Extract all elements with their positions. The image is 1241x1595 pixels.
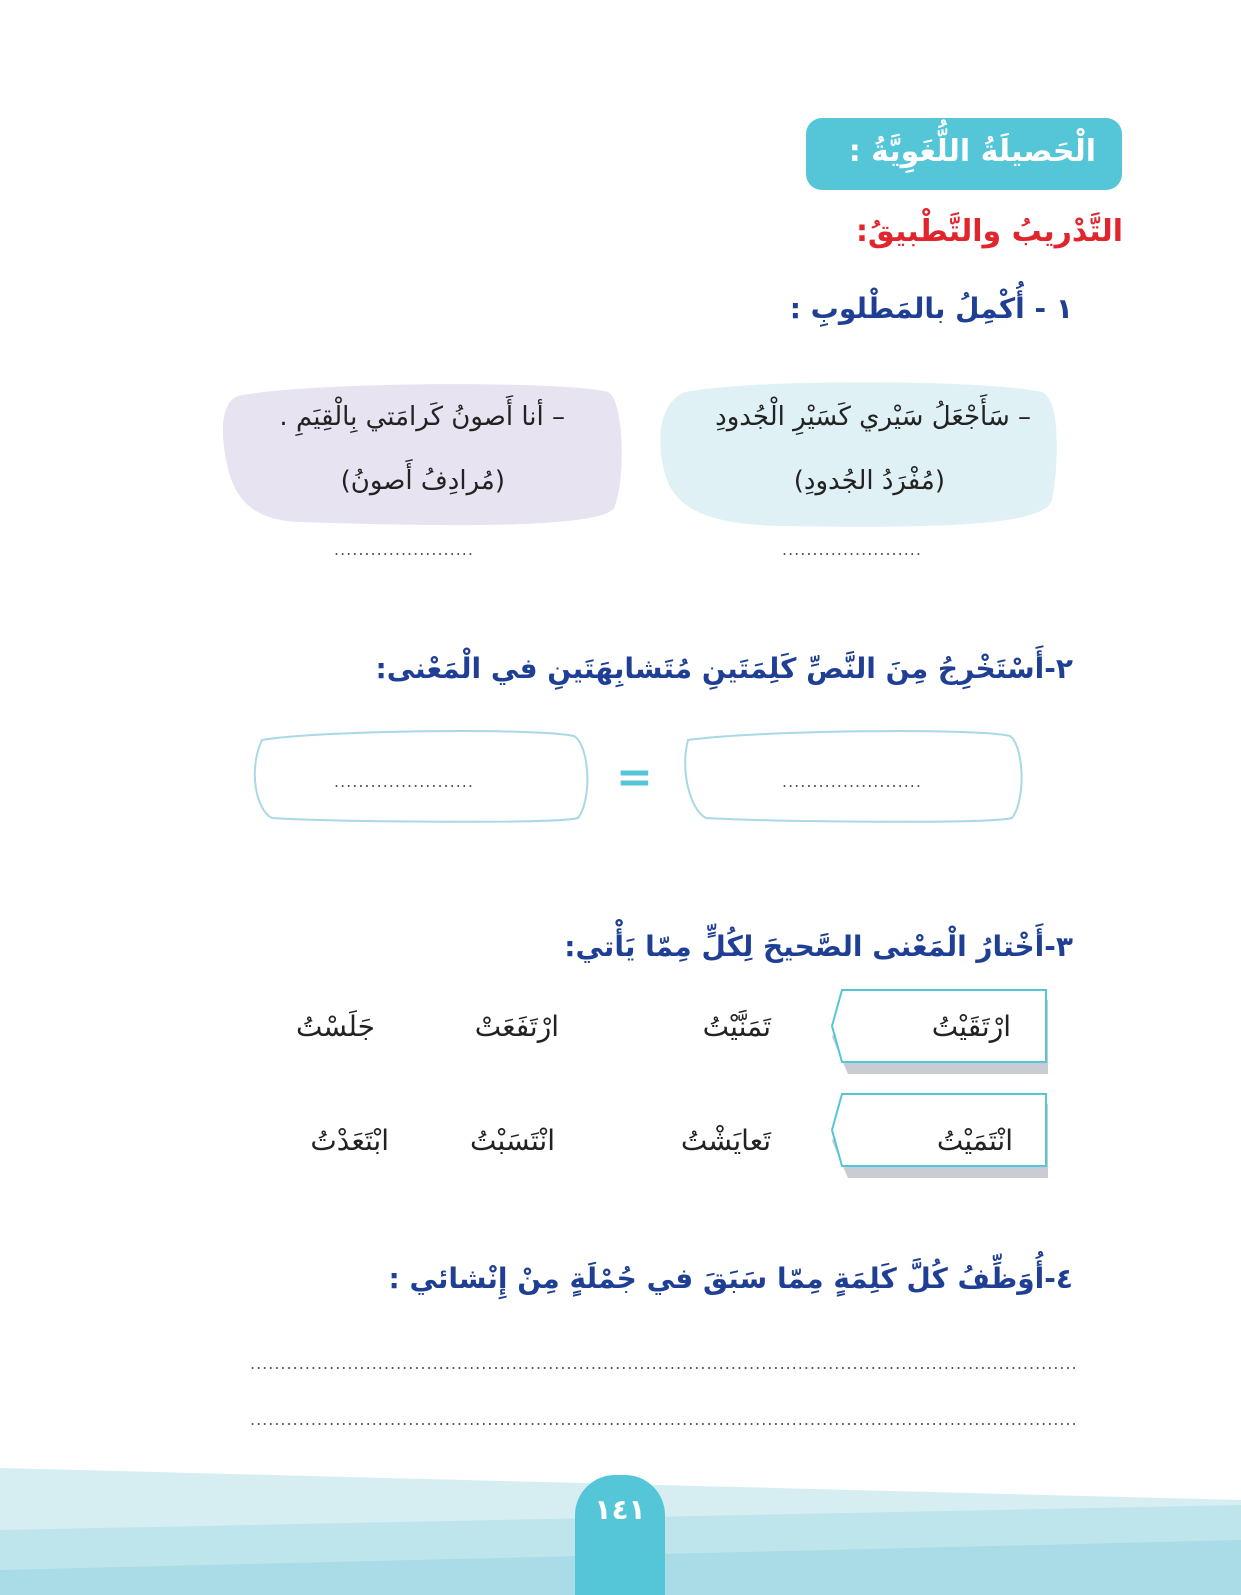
question-4-title bbox=[389, 1262, 1073, 1295]
question-1-text: أُكْمِلُ بالمَطْلوبِ : bbox=[789, 292, 1025, 325]
q1-answer-2-line[interactable]: ....................... bbox=[334, 540, 474, 559]
q3-row-1-option-3[interactable]: جَلَسْتُ bbox=[295, 1010, 375, 1043]
q3-row-1-option-1[interactable]: تَمَنَّيْتُ bbox=[702, 1010, 771, 1043]
page-number: ١٤١ bbox=[594, 1493, 646, 1526]
q1-answer-1-line[interactable]: ....................... bbox=[782, 540, 922, 559]
q3-row-1-prompt: ارْتَقَيْتُ bbox=[931, 1010, 1011, 1043]
page-number-tab bbox=[575, 1475, 665, 1595]
section-title: الْحَصيلَةُ اللُّغَوِيَّةُ : bbox=[848, 134, 1096, 169]
q3-row-2-option-2[interactable]: انْتَسَبْتُ bbox=[470, 1124, 555, 1157]
q1-item-2-hint: (مُرادِفُ أَصونُ) bbox=[340, 466, 505, 496]
subheading: التَّدْريبُ والتَّطْبيقُ: bbox=[855, 214, 1123, 249]
q1-item-1-sentence: – سَأَجْعَلُ سَيْري كَسَيْرِ الْجُدودِ bbox=[715, 402, 1031, 432]
question-2-text: أَسْتَخْرِجُ مِنَ النَّصِّ كَلِمَتَينِ مُتَشابِهَتَينِ في الْمَعْنى: bbox=[375, 652, 1045, 685]
question-4-text: أُوَظِّفُ كُلَّ كَلِمَةٍ مِمّا سَبَقَ في جُمْلَةٍ مِنْ إِنْشائي : bbox=[388, 1262, 1045, 1295]
q1-item-1-hint: (مُفْرَدُ الجُدودِ) bbox=[793, 466, 945, 496]
question-2-title bbox=[376, 652, 1074, 685]
question-3-text: أَخْتارُ الْمَعْنى الصَّحيحَ لِكُلٍّ مِمّا يَأْتي: bbox=[564, 930, 1045, 963]
question-2-number: ٢- bbox=[1044, 652, 1073, 685]
q3-row-2-option-3[interactable]: ابْتَعَدْتُ bbox=[310, 1124, 389, 1157]
q2-answer-left[interactable]: ....................... bbox=[334, 772, 474, 791]
q3-row-2-option-1[interactable]: تَعايَشْتُ bbox=[680, 1124, 771, 1157]
q3-row-2-prompt: انْتَمَيْتُ bbox=[936, 1124, 1013, 1157]
question-3-number: ٣- bbox=[1044, 930, 1073, 963]
q4-answer-line-1[interactable]: ........................................................................................................................................ bbox=[250, 1354, 1078, 1373]
equals-sign: = bbox=[616, 752, 653, 803]
question-4-number: ٤- bbox=[1044, 1262, 1073, 1295]
q2-answer-right[interactable]: ....................... bbox=[782, 772, 922, 791]
question-3-title bbox=[564, 930, 1073, 963]
q1-item-2-sentence: – أنا أَصونُ كَرامَتي بِالْقِيَمِ . bbox=[279, 402, 565, 432]
question-1-number: ١ - bbox=[1034, 292, 1073, 325]
q4-answer-line-2[interactable]: ........................................................................................................................................ bbox=[250, 1410, 1078, 1429]
q3-row-1-option-2[interactable]: ارْتَفَعَتْ bbox=[474, 1010, 559, 1043]
